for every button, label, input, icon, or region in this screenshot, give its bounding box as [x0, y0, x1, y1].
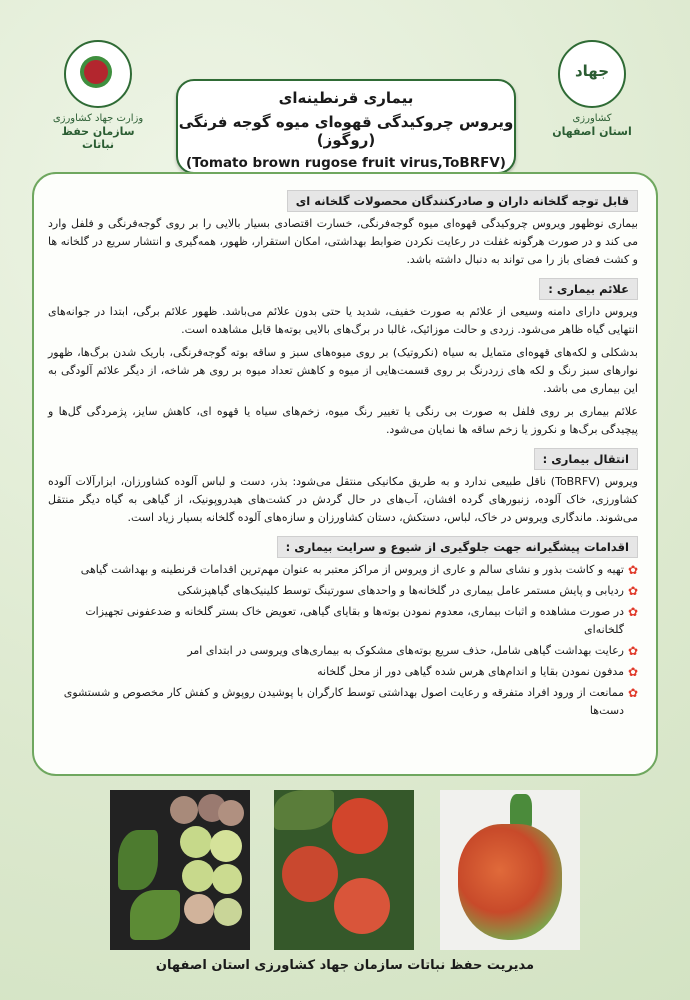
flower-bullet-icon: ✿ — [627, 605, 638, 619]
symptoms-paragraph-2: بدشکلی و لکه‌های قهوه‌ای متمایل به سیاه (نکروتیک) بر روی میوه‌های سبز و ساقه بوته گوجه‌فرنگی، باریک شدن برگ‌ها، ظهور نوارهای سبز رنگ و لکه های زردرنگ بر روی قسمت‌هایی از میوه و کاهش تعداد میوه بر روی هر شاخه، از دیگر علائم آلودگی به این بیماری می باشد. — [48, 346, 638, 395]
logo-left-title: سازمان حفظ نباتات — [61, 125, 135, 151]
plant-protection-logo — [48, 40, 148, 150]
logo-left-caption: وزارت جهاد کشاورزی — [52, 113, 144, 124]
transmission-text: ویروس (ToBRFV) ناقل طبیعی ندارد و به طریق مکانیکی منتقل می‌شود: بذر، دست و لباس آلوده کشاورزان، ابزارآلات آلوده کشاورزی، خاک آلوده، زنبورهای گرده افشان، آب‌های در حال گردش در کشت‌های هیدروپونیک، از گیاهی به گیاه دیگر منتقل می‌شوند. ماندگاری ویروس در خاک، لباس، دستکش، دستان کشاورزان و سازه‌های آلوده گلخانه بسیار زیاد است. — [48, 475, 638, 524]
content-panel — [32, 172, 658, 776]
list-item: ✿ مدفون نمودن بقایا و اندام‌های هرس شده گیاهی دور از محل گلخانه — [317, 665, 638, 679]
list-item: ✿ رعایت بهداشت گیاهی شامل، حذف سریع بوته‌های مشکوک به بیماری‌های ویروسی در ابتدای امر — [187, 644, 638, 658]
flower-bullet-icon: ✿ — [627, 563, 638, 577]
list-item: ✿ در صورت مشاهده و اثبات بیماری، معدوم نمودن بوته‌ها و بقایای گیاهی، تعویض خاک بستر گلخانه و ضدعفونی تجهیزات گلخانه‌ای — [85, 605, 638, 636]
title-line-1: بیماری قرنطینه‌ای — [278, 89, 414, 107]
photo-strip — [110, 790, 580, 950]
infected-pepper-photo — [440, 790, 580, 950]
diseased-tomato-plant-photo — [274, 790, 414, 950]
intro-header: قابل توجه گلخانه داران و صادرکنندگان محصولات گلخانه ای — [287, 190, 638, 212]
footer-credit: مدیریت حفظ نباتات سازمان جهاد کشاورزی استان اصفهان — [155, 958, 535, 973]
title-box — [176, 79, 516, 174]
flower-bullet-icon: ✿ — [627, 584, 638, 598]
list-item: ✿ ممانعت از ورود افراد متفرقه و رعایت اصول بهداشتی توسط کارگران با پوشیدن روپوش و کفش کار مخصوص و شستشوی دست‌ها — [63, 686, 638, 717]
flower-bullet-icon: ✿ — [627, 644, 638, 658]
intro-text: بیماری نوظهور ویروس چروکیدگی قهوه‌ای میوه گوجه‌فرنگی، خسارت اقتصادی بسیار بالایی را بر روی گوجه‌فرنگی و فلفل وارد می کند و در صورت هرگونه غفلت در رعایت نکردن ضوابط بهداشتی، امکان استقرار، ظهور، همه‌گیری و انتشار سریع در گلخانه ها و کشت فضای باز را می تواند به دنبال داشته باشد. — [48, 217, 638, 266]
symptoms-paragraph-1: ویروس دارای دامنه وسیعی از علائم به صورت خفیف، شدید یا حتی بدون علائم می‌باشد. ظهور علائم برگی، ابتدا در جوانه‌های انتهایی گیاه ظاهر می‌شود. زردی و حالت موزائیک، غالبا در برگ‌های بالایی بوته‌ها قابل مشاهده است. — [48, 305, 638, 336]
transmission-header: انتقال بیماری : — [534, 448, 638, 470]
logo-right-caption: کشاورزی — [572, 113, 612, 124]
flower-bullet-icon: ✿ — [627, 665, 638, 679]
jihad-emblem-icon — [558, 40, 626, 108]
list-item: ✿ ردیابی و پایش مستمر عامل بیماری در گلخانه‌ها و واحدهای سورتینگ توسط کلینیک‌های گیاهپزشکی — [177, 584, 638, 598]
prevention-header: اقدامات پیشگیرانه جهت جلوگیری از شیوع و سرایت بیماری : — [277, 536, 638, 558]
symptoms-header: علائم بیماری : — [539, 278, 638, 300]
flower-bullet-icon: ✿ — [627, 686, 638, 700]
title-line-2: ویروس چروکیدگی قهوه‌ای میوه گوجه فرنگی (روگوز) — [178, 113, 514, 149]
logo-right-title: استان اصفهان — [552, 125, 632, 138]
prevention-list — [48, 561, 638, 720]
infected-tomato-fruits-photo — [110, 790, 250, 950]
list-item: ✿ تهیه و کاشت بذور و نشای سالم و عاری از ویروس از مراکز معتبر به عنوان مهم‌ترین اقدامات قرنطینه و بهداشت گیاهی — [80, 563, 638, 577]
plant-protection-emblem-icon — [64, 40, 132, 108]
jihad-agriculture-logo — [542, 40, 642, 150]
symptoms-paragraph-3: علائم بیماری بر روی فلفل به صورت بی رنگی یا تغییر رنگ میوه، زخم‌های سیاه یا قهوه ای، کاهش سایز، پژمردگی گل‌ها و پیچیدگی برگ‌ها و نکروز یا زخم ساقه ها نمایان می‌شود. — [48, 405, 638, 436]
title-line-3: (Tomato brown rugose fruit virus,ToBRFV) — [186, 155, 506, 171]
